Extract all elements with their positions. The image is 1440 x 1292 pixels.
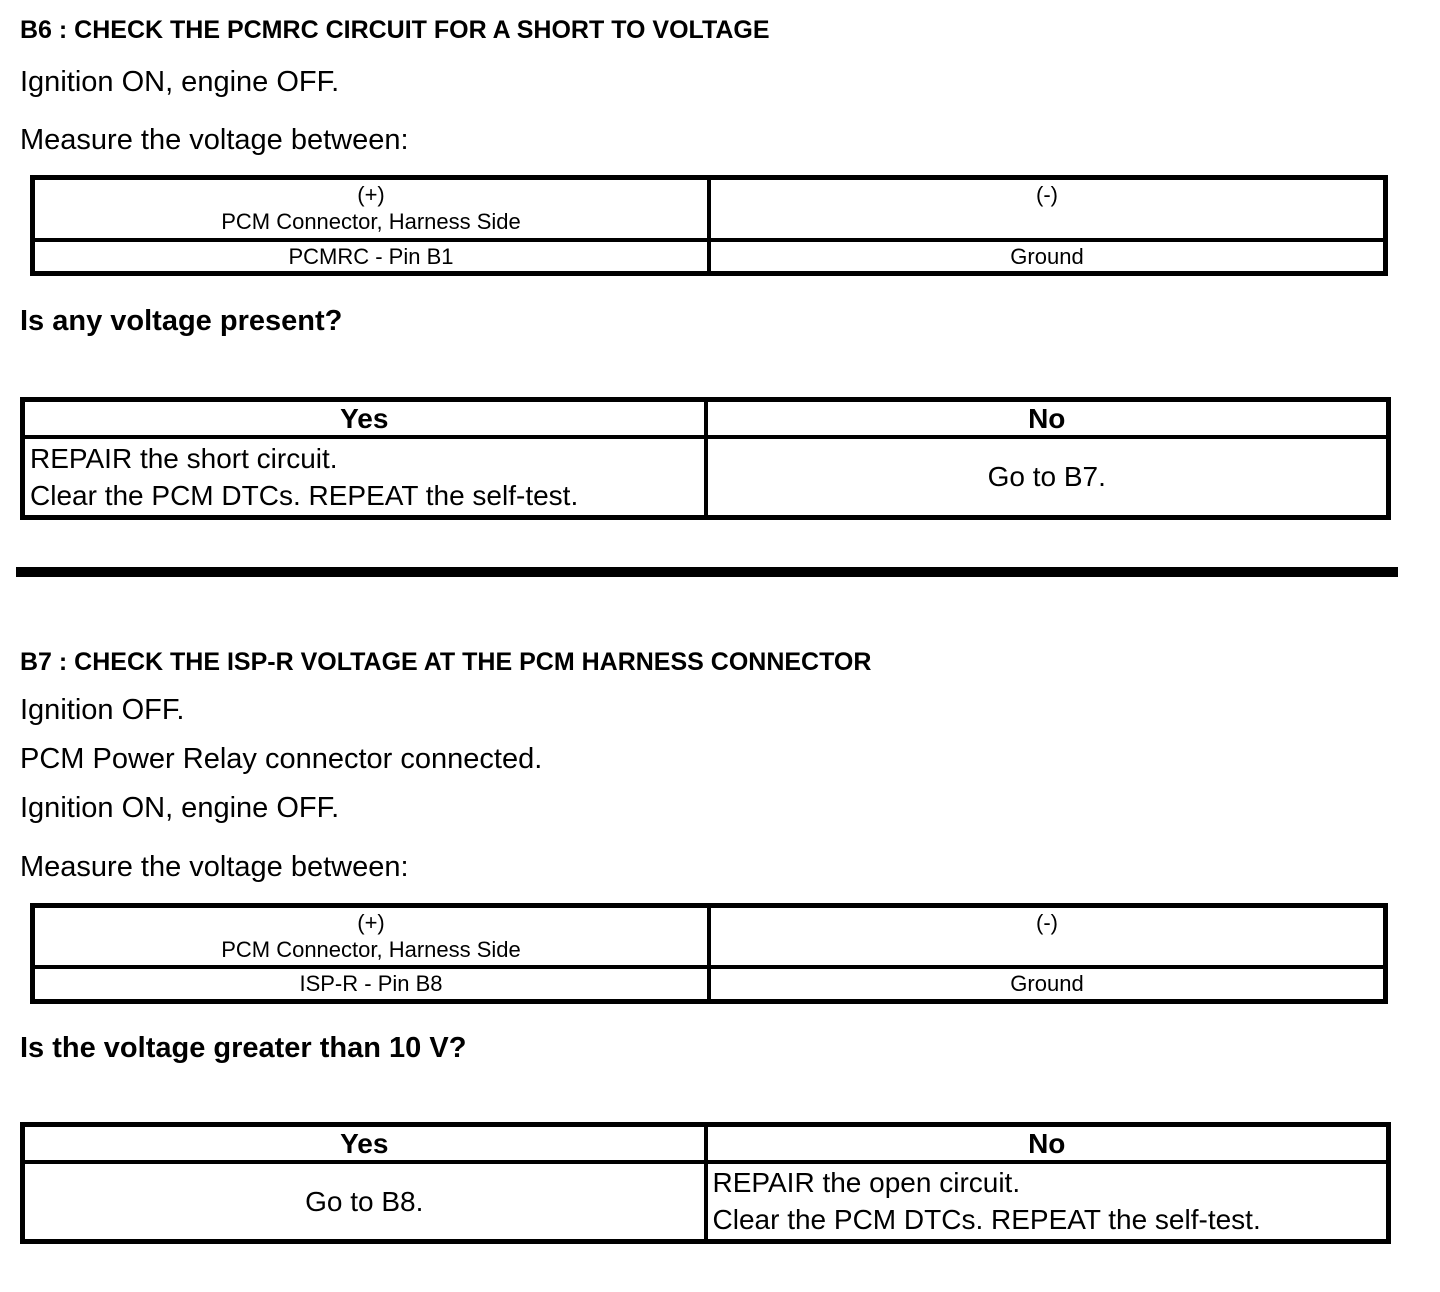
no-action-cell — [706, 437, 1389, 517]
measurement-table-b6 — [30, 175, 1388, 276]
section-b6 — [0, 0, 1440, 520]
decision-table-b6 — [20, 397, 1391, 520]
question-b7: Is the voltage greater than 10 V? — [20, 1031, 467, 1064]
yes-action-cell — [23, 1162, 706, 1242]
section-divider-rule — [16, 567, 1398, 577]
positive-probe-header-cell — [33, 905, 710, 967]
measurement-header-row — [33, 178, 1386, 240]
no-header: No — [706, 1124, 1389, 1162]
positive-probe-location: PCM Connector, Harness Side — [221, 936, 521, 962]
instruction-line: PCM Power Relay connector connected. — [20, 742, 543, 775]
measurement-header-row — [33, 905, 1386, 967]
section-b7-heading: B7 : CHECK THE ISP-R VOLTAGE AT THE PCM HARNESS CONNECTOR — [20, 647, 872, 676]
decision-header-row — [23, 1124, 1389, 1162]
decision-header-row — [23, 400, 1389, 438]
positive-symbol: (+) — [357, 182, 385, 207]
positive-probe-location: PCM Connector, Harness Side — [221, 209, 521, 234]
instruction-line: Ignition OFF. — [20, 693, 185, 726]
no-header: No — [706, 400, 1389, 438]
yes-header: Yes — [23, 1124, 706, 1162]
positive-symbol: (+) — [357, 909, 385, 935]
negative-probe-header-cell: (-) — [709, 905, 1386, 967]
positive-probe-header-cell — [33, 178, 710, 240]
action-line: Go to B8. — [305, 1185, 424, 1217]
section-b6-heading: B6 : CHECK THE PCMRC CIRCUIT FOR A SHORT TO VOLTAGE — [20, 16, 770, 44]
action-line: REPAIR the open circuit. — [712, 1167, 1021, 1199]
instruction-line: Ignition ON, engine OFF. — [20, 791, 340, 824]
yes-action-cell — [23, 437, 706, 517]
decision-action-row — [23, 437, 1389, 517]
action-line: REPAIR the short circuit. — [30, 442, 338, 474]
action-line: Clear the PCM DTCs. REPEAT the self-test. — [712, 1204, 1261, 1236]
negative-probe-point: Ground — [709, 967, 1386, 1001]
yes-header: Yes — [23, 400, 706, 438]
measurement-value-row — [33, 240, 1386, 274]
decision-table-b7 — [20, 1122, 1391, 1245]
section-b7 — [0, 577, 1440, 1245]
question-b6: Is any voltage present? — [20, 305, 343, 337]
positive-probe-point: PCMRC - Pin B1 — [33, 240, 710, 274]
action-line: Go to B7. — [987, 461, 1106, 493]
decision-action-row — [23, 1162, 1389, 1242]
instruction-line: Measure the voltage between: — [20, 124, 409, 156]
measurement-value-row — [33, 967, 1386, 1001]
no-action-cell — [706, 1162, 1389, 1242]
action-line: Clear the PCM DTCs. REPEAT the self-test. — [30, 479, 579, 511]
instruction-line: Measure the voltage between: — [20, 850, 409, 883]
measurement-table-b7 — [30, 903, 1388, 1004]
negative-probe-header-cell: (-) — [709, 178, 1386, 240]
negative-probe-point: Ground — [709, 240, 1386, 274]
instruction-line: Ignition ON, engine OFF. — [20, 66, 340, 98]
positive-probe-point: ISP-R - Pin B8 — [33, 967, 710, 1001]
